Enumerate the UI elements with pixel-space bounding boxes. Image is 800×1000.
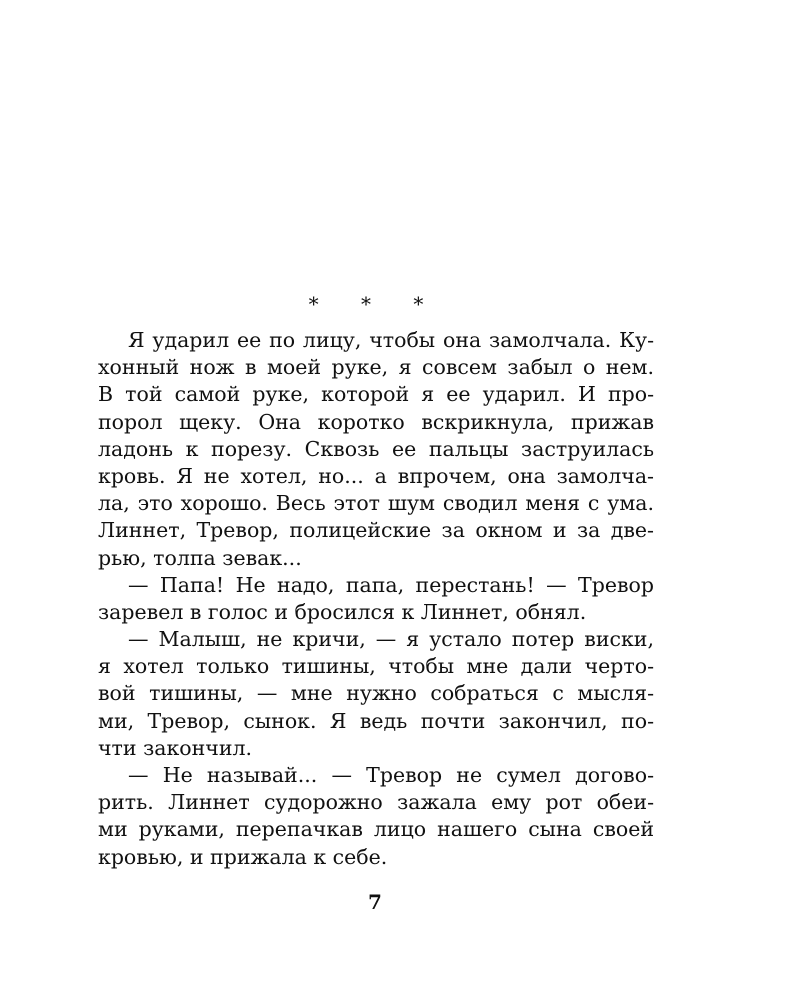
text-line: рить. Линнет судорожно зажала ему рот обеи- [98, 790, 654, 815]
section-separator: * * * [308, 292, 442, 316]
text-line: порол щеку. Она коротко вскрикнула, прижав [98, 409, 654, 434]
text-line: ми руками, перепачкав лицо нашего сына своей [98, 817, 654, 842]
text-line: рью, толпа зевак... [98, 545, 302, 570]
body-text [98, 327, 654, 871]
text-line: В той самой руке, которой я ее ударил. И про- [98, 382, 654, 407]
text-line: заревел в голос и бросился к Линнет, обнял. [98, 599, 587, 624]
text-line: вой тишины, — мне нужно собраться с мысля- [98, 681, 654, 706]
page-number: 7 [368, 890, 382, 914]
text-line: — Папа! Не надо, папа, перестань! — Тревор [128, 572, 654, 597]
text-line: Я ударил ее по лицу, чтобы она замолчала. Ку- [128, 328, 654, 352]
text-line: кровь. Я не хотел, но... а впрочем, она замолча- [98, 463, 654, 488]
text-line: ла, это хорошо. Весь этот шум сводил меня с ума. [98, 491, 654, 516]
text-line: чти закончил. [98, 735, 253, 760]
text-line: я хотел только тишины, чтобы мне дали черто- [98, 654, 654, 679]
text-line: хонный нож в моей руке, я совсем забыл о нем. [98, 355, 654, 380]
text-line: ми, Тревор, сынок. Я ведь почти закончил, по- [98, 708, 654, 733]
text-line: Линнет, Тревор, полицейские за окном и за две- [98, 518, 654, 543]
text-line: — Малыш, не кричи, — я устало потер виски, [128, 627, 654, 652]
text-line: — Не называй... — Тревор не сумел догово- [128, 763, 654, 787]
text-line: кровью, и прижала к себе. [98, 844, 388, 869]
text-line: ладонь к порезу. Сквозь ее пальцы заструилась [98, 436, 654, 461]
